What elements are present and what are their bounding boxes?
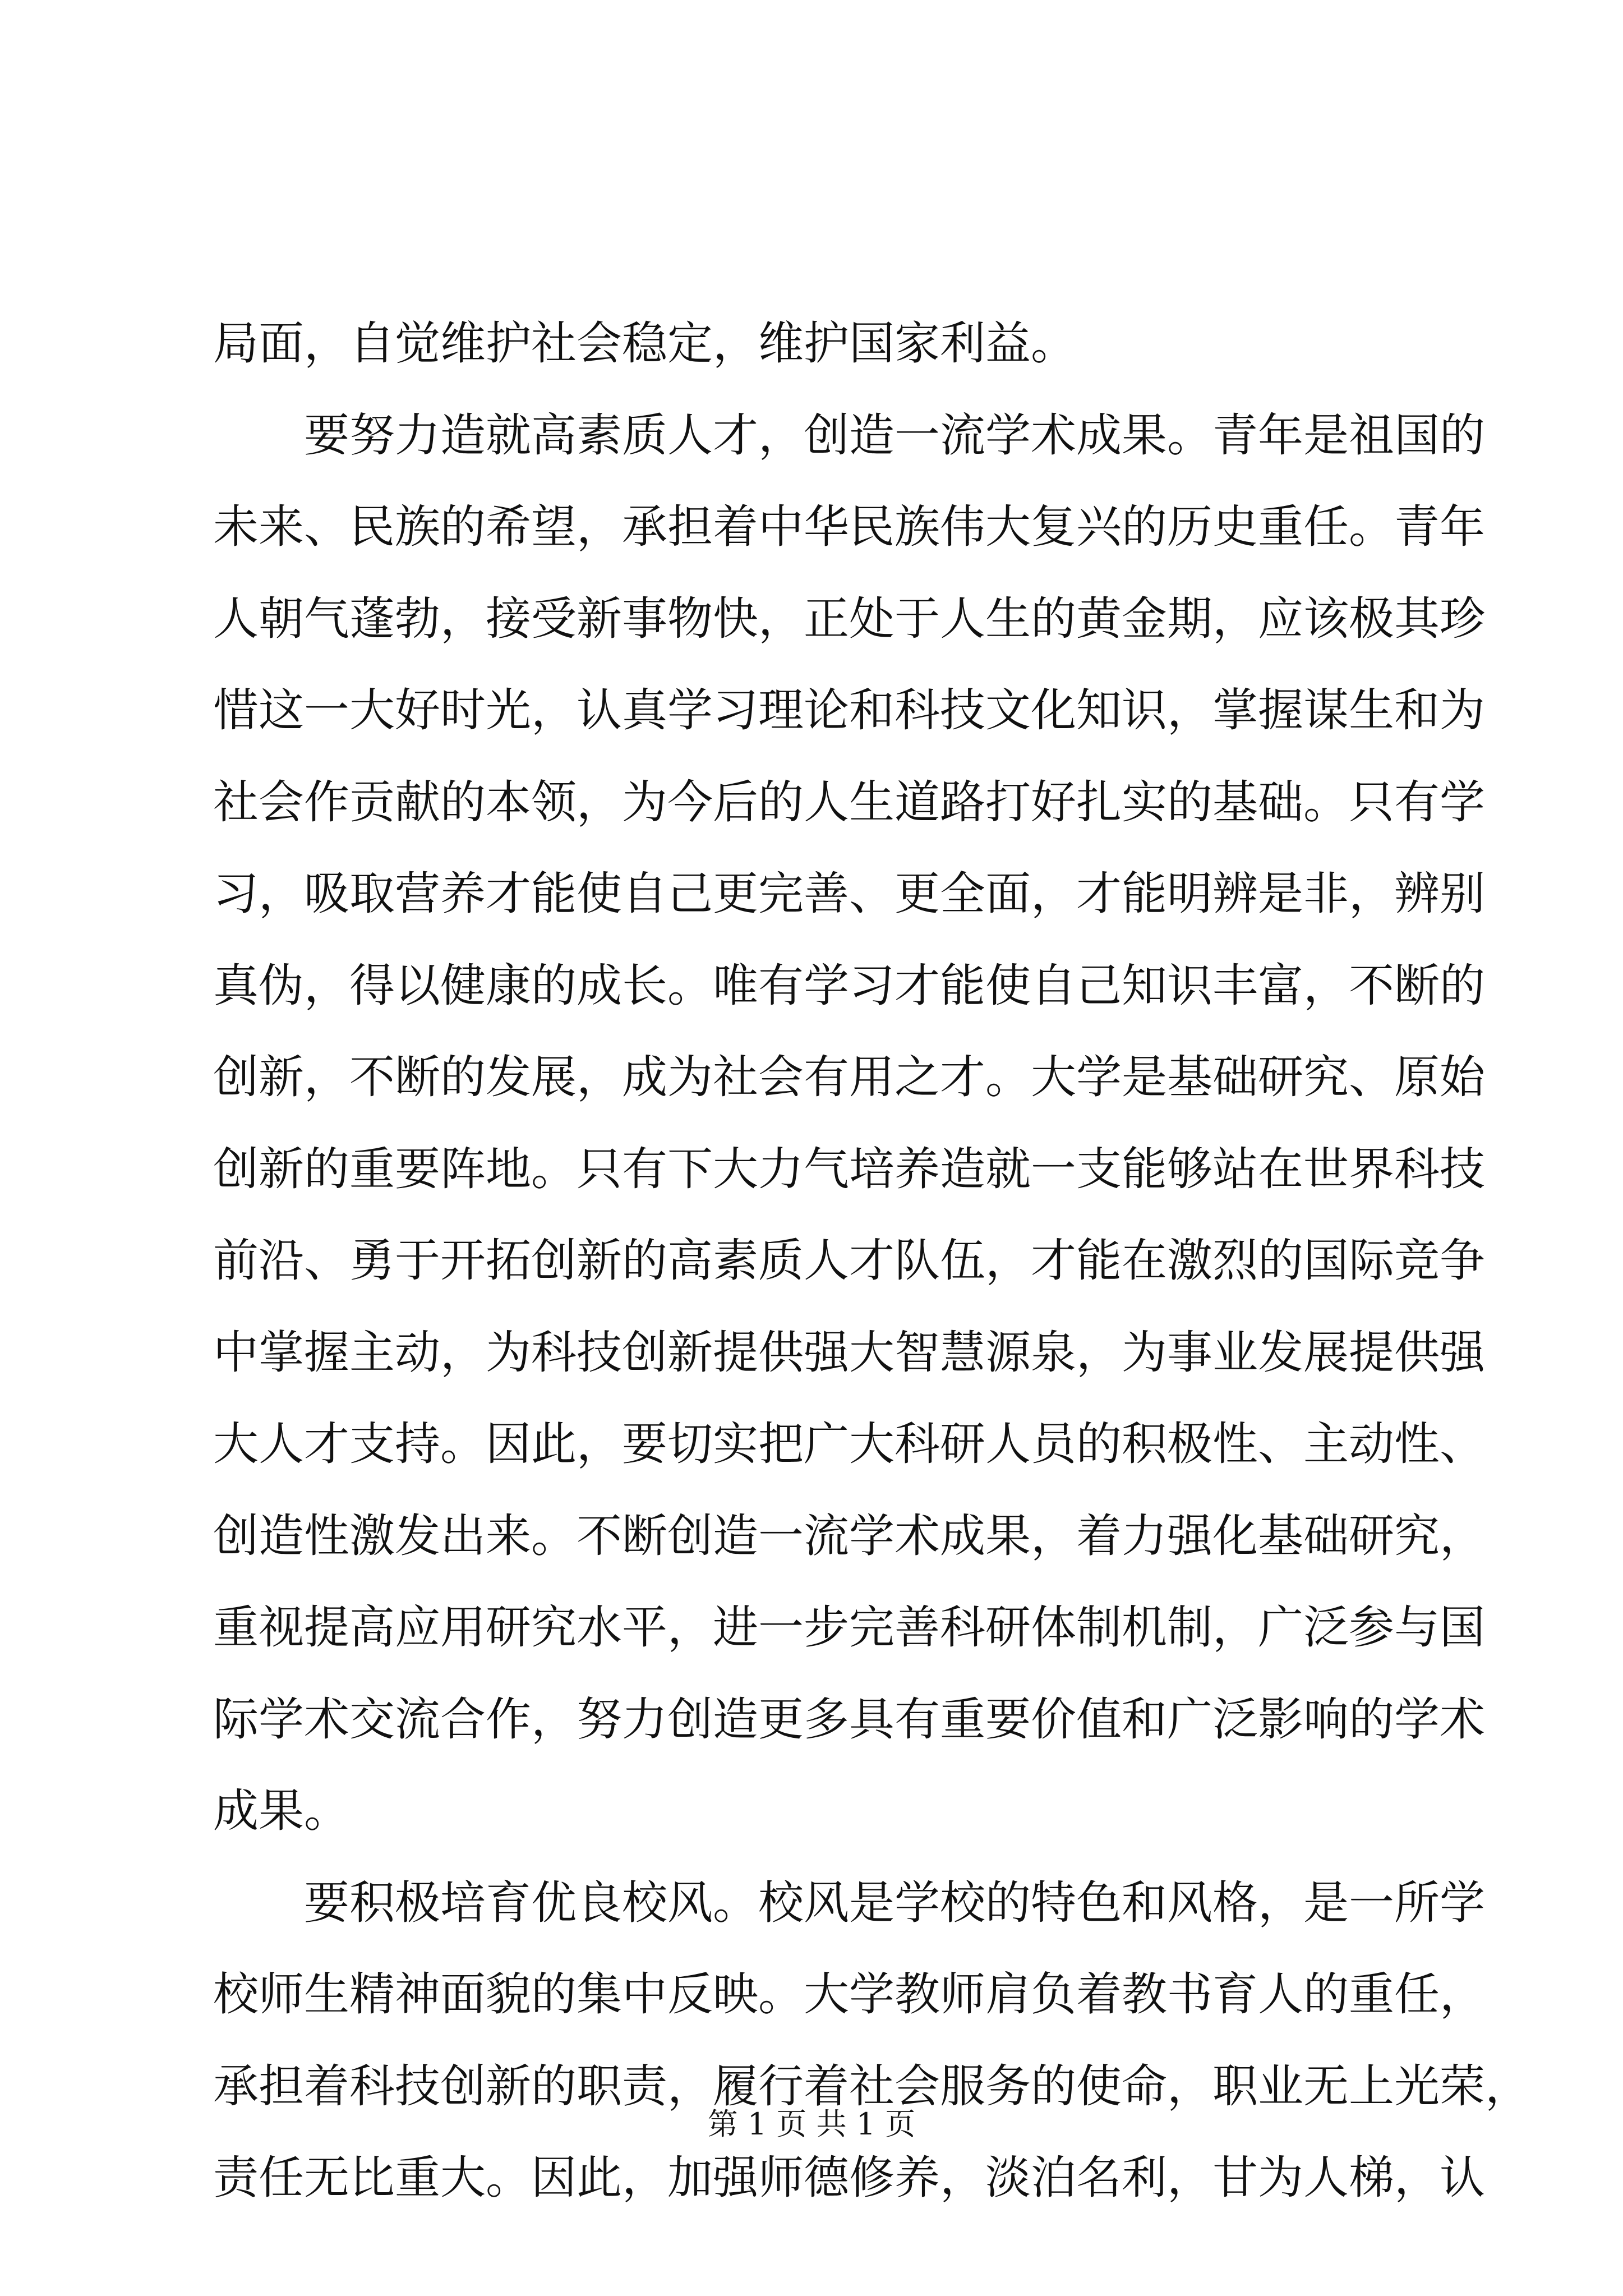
- text-line: 大人才支持。因此，要切实把广大科研人员的积极性、主动性、: [213, 1418, 1486, 1471]
- text-line: 社会作贡献的本领，为今后的人生道路打好扎实的基础。只有学: [213, 776, 1486, 829]
- text-line: 创新，不断的发展，成为社会有用之才。大学是基础研究、原始: [213, 1051, 1486, 1104]
- text-line: 中掌握主动，为科技创新提供强大智慧源泉，为事业发展提供强: [213, 1326, 1486, 1379]
- text-line: 未来、民族的希望，承担着中华民族伟大复兴的历史重任。青年: [213, 501, 1486, 554]
- text-line: 惜这一大好时光，认真学习理论和科技文化知识，掌握谋生和为: [213, 684, 1486, 737]
- text-line: 局面，自觉维护社会稳定，维护国家利益。: [213, 318, 1077, 370]
- text-line: 真伪，得以健康的成长。唯有学习才能使自己知识丰富，不断的: [213, 959, 1486, 1013]
- text-line: 人朝气蓬勃，接受新事物快，正处于人生的黄金期，应该极其珍: [213, 592, 1486, 646]
- text-line: 重视提高应用研究水平，进一步完善科研体制机制，广泛参与国: [213, 1602, 1486, 1654]
- text-line: 际学术交流合作，努力创造更多具有重要价值和广泛影响的学术: [213, 1693, 1486, 1746]
- page-number-label: 第 1 页 共 1 页: [707, 2106, 916, 2142]
- page-footer: [0, 2105, 1623, 2144]
- text-line: 校师生精神面貌的集中反映。大学教师肩负着教书育人的重任，: [213, 1968, 1486, 2021]
- text-line: 责任无比重大。因此，加强师德修养，淡泊名利，甘为人梯，认: [213, 2152, 1486, 2205]
- text-line: 习，吸取营养才能使自己更完善、更全面，才能明辨是非，辨别: [213, 868, 1486, 921]
- document-body: [213, 298, 1531, 2225]
- text-line: 成果。: [213, 1785, 350, 1838]
- text-line: 创造性激发出来。不断创造一流学术成果，着力强化基础研究，: [213, 1510, 1486, 1563]
- text-line: 承担着科技创新的职责，履行着社会服务的使命，职业无上光荣，: [213, 2060, 1531, 2113]
- text-line: 要努力造就高素质人才，创造一流学术成果。青年是祖国的: [304, 409, 1486, 462]
- text-line: 要积极培育优良校风。校风是学校的特色和风格，是一所学: [304, 1876, 1486, 1930]
- text-line: 创新的重要阵地。只有下大力气培养造就一支能够站在世界科技: [213, 1143, 1486, 1196]
- text-line: 前沿、勇于开拓创新的高素质人才队伍，才能在激烈的国际竞争: [213, 1235, 1486, 1287]
